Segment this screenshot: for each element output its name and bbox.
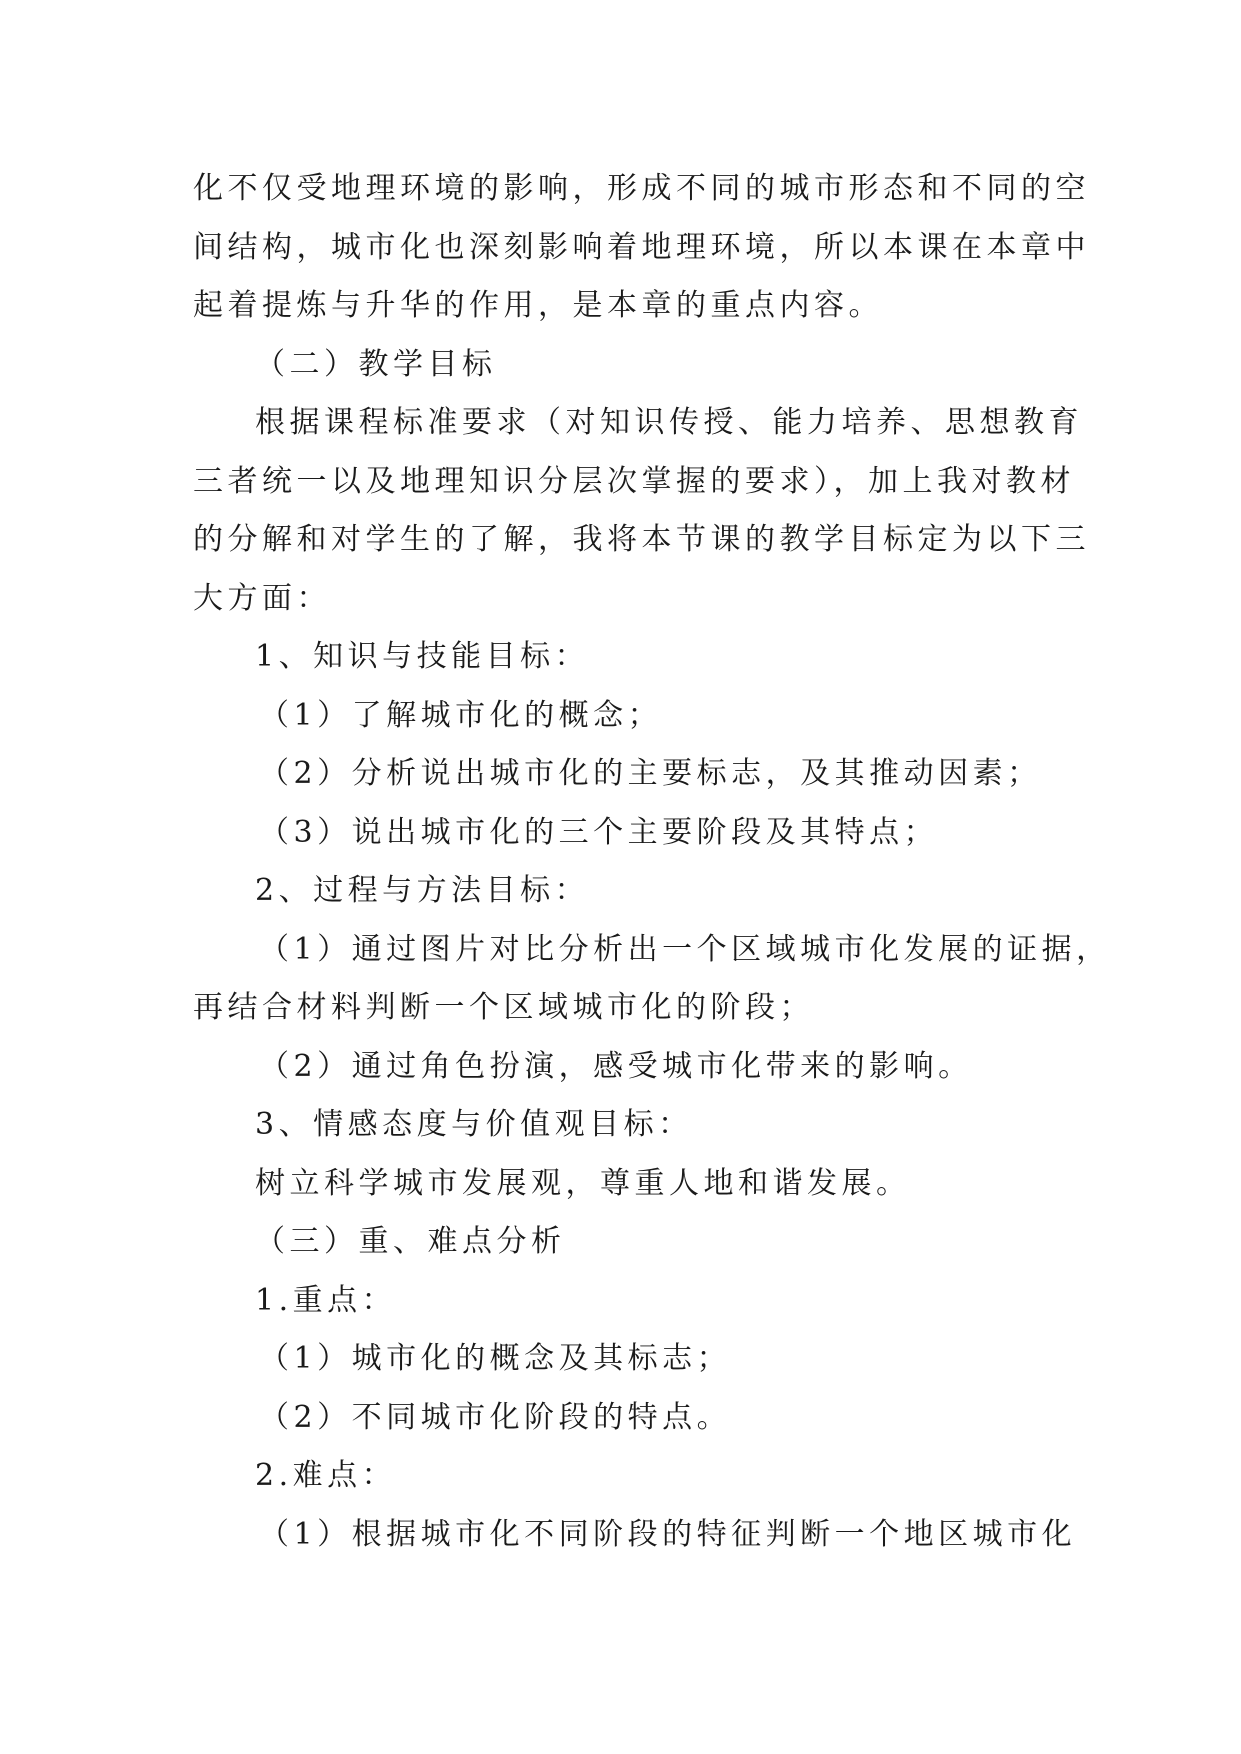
paragraph-line: 化不仅受地理环境的影响，形成不同的城市形态和不同的空 [193, 171, 1090, 206]
subheading-key-points: 1.重点： [255, 1282, 397, 1318]
paragraph-line: 间结构，城市化也深刻影响着地理环境，所以本课在本章中 [193, 229, 1090, 265]
document-body [193, 160, 1111, 1564]
list-item: （2）通过角色扮演，感受城市化带来的影响。 [259, 1048, 973, 1084]
list-item: （2）不同城市化阶段的特点。 [259, 1399, 732, 1435]
list-item: （1）城市化的概念及其标志； [259, 1341, 732, 1376]
subheading-knowledge-skills: 1、知识与技能目标： [255, 639, 590, 674]
list-item: （1）了解城市化的概念； [259, 697, 663, 733]
list-item: （1）根据城市化不同阶段的特征判断一个地区城市化 [259, 1516, 1077, 1552]
subheading-process-methods: 2、过程与方法目标： [255, 873, 590, 908]
paragraph-line: 三者统一以及地理知识分层次掌握的要求），加上我对教材 [193, 463, 1075, 499]
list-item: （1）通过图片对比分析出一个区域城市化发展的证据， [259, 931, 1111, 967]
paragraph-line: 大方面： [193, 580, 331, 616]
paragraph-line: 树立科学城市发展观，尊重人地和谐发展。 [255, 1165, 911, 1201]
list-item: （3）说出城市化的三个主要阶段及其特点； [259, 814, 939, 850]
subheading-difficult-points: 2.难点： [255, 1458, 397, 1493]
paragraph-line: 的分解和对学生的了解，我将本节课的教学目标定为以下三 [193, 522, 1090, 557]
paragraph-line: 根据课程标准要求（对知识传授、能力培养、思想教育 [255, 405, 1083, 440]
subheading-attitudes-values: 3、情感态度与价值观目标： [255, 1107, 693, 1142]
paragraph-line: 起着提炼与升华的作用，是本章的重点内容。 [193, 288, 883, 323]
section-heading-objectives: （二）教学目标 [255, 346, 497, 382]
list-item-continuation: 再结合材料判断一个区域城市化的阶段； [193, 990, 814, 1025]
list-item: （2）分析说出城市化的主要标志，及其推动因素； [259, 756, 1042, 791]
section-heading-key-difficult-points: （三）重、难点分析 [255, 1224, 566, 1259]
